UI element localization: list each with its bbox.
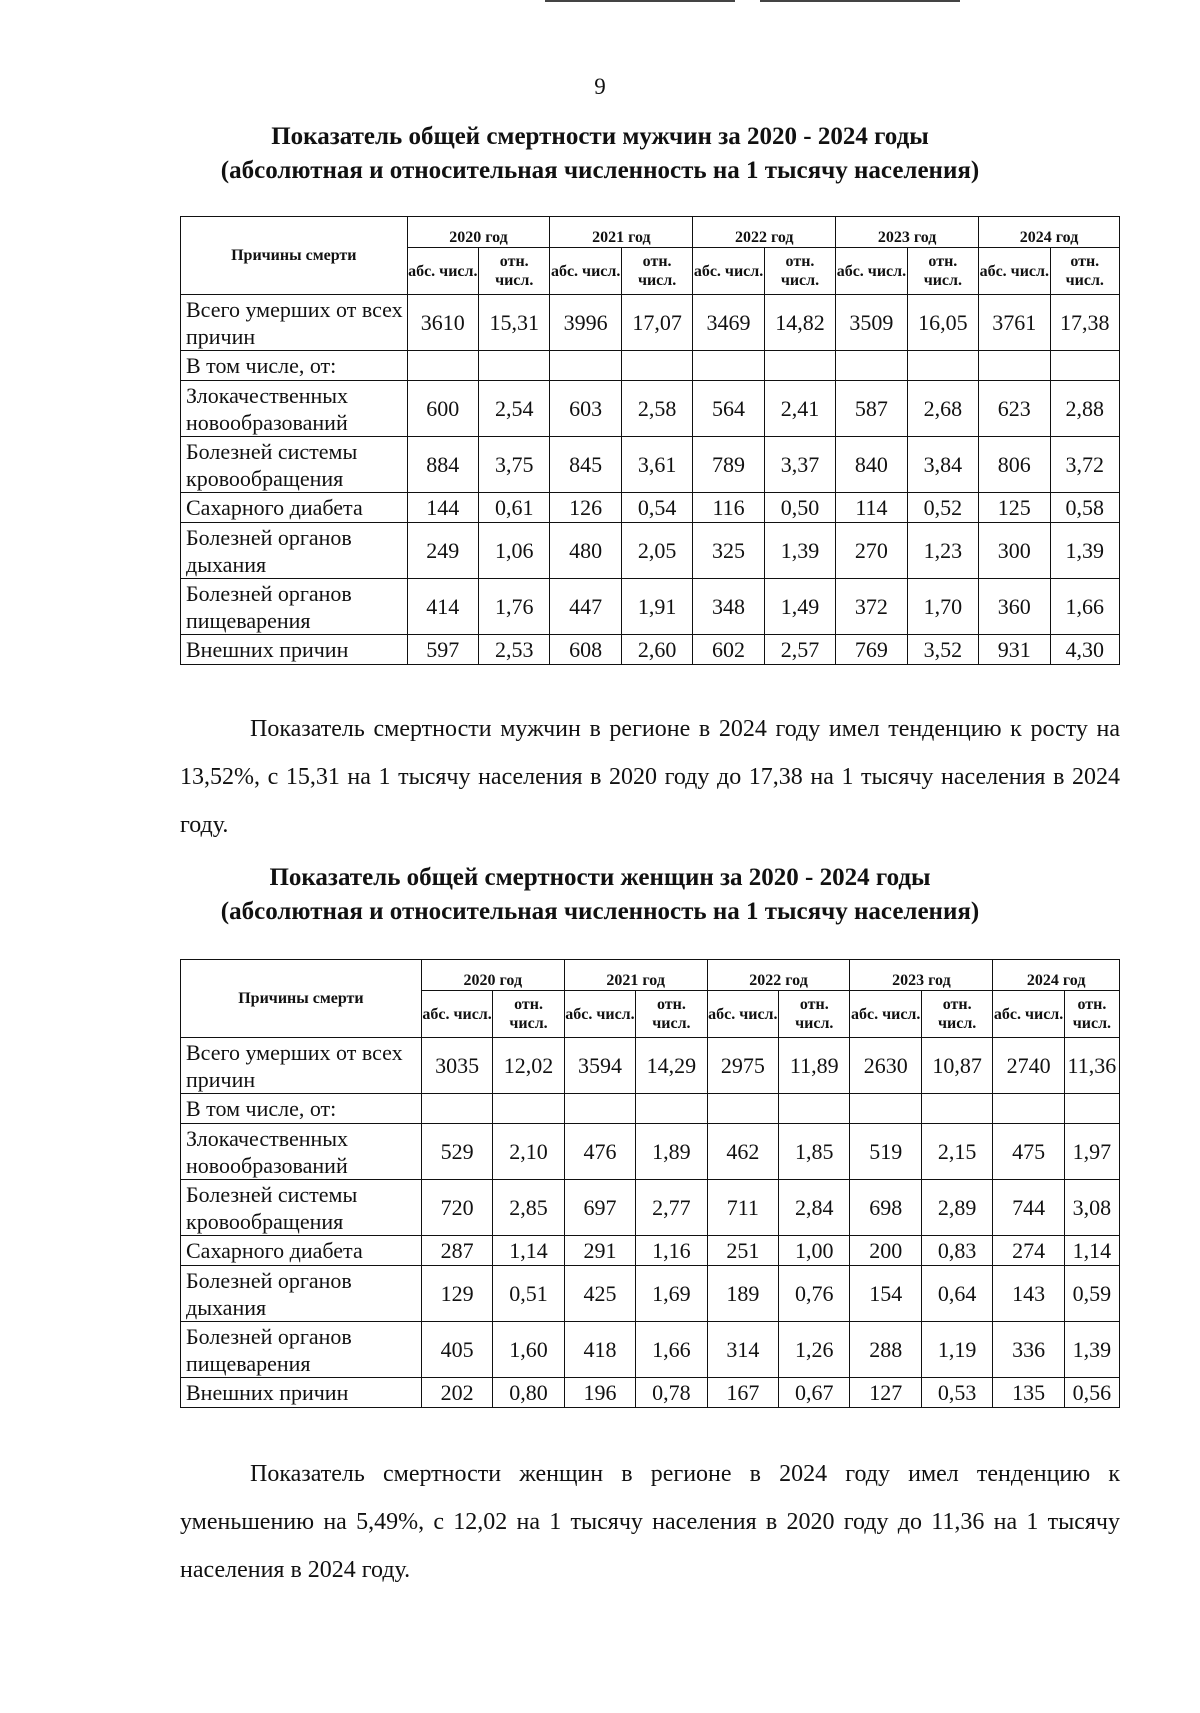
men-table-title [0,120,1200,188]
cause-cell: Болезней органов дыхания [181,1266,422,1322]
rel-value-cell: 1,16 [636,1236,707,1266]
year-header: 2024 год [993,960,1120,991]
rel-value-cell: 0,61 [479,493,550,523]
rel-column-header: отн. числ. [764,248,835,295]
rel-value-cell: 1,14 [1064,1236,1119,1266]
abs-value-cell: 274 [993,1236,1064,1266]
abs-value-cell: 806 [979,437,1050,493]
abs-column-header: абс. числ. [693,248,764,295]
women-summary-text: Показатель смертности женщин в регионе в 2024 году имел тенденцию к уменьшению на 5,49%, с 12,02 на 1 тысячу населения в 2020 году до 11,36 на 1 тысячу населения в 2024 году. [180,1461,1120,1583]
abs-value-cell: 789 [693,437,764,493]
rel-value-cell: 2,57 [764,635,835,665]
scan-top-rule-right [760,0,960,2]
rel-column-header: отн. числ. [1050,248,1119,295]
rel-value-cell [907,351,978,381]
abs-column-header: абс. числ. [993,991,1064,1038]
table-row [181,1094,1120,1124]
year-header: 2021 год [550,217,693,248]
abs-column-header: абс. числ. [979,248,1050,295]
rel-value-cell [764,351,835,381]
year-header: 2023 год [836,217,979,248]
rel-value-cell: 0,54 [621,493,692,523]
cause-cell: Болезней органов пищеварения [181,1322,422,1378]
abs-value-cell: 418 [564,1322,635,1378]
rel-value-cell: 14,82 [764,295,835,351]
men-summary-paragraph [180,705,1120,849]
cause-cell: Внешних причин [181,635,408,665]
abs-value-cell: 884 [407,437,478,493]
table-row [181,381,1120,437]
abs-value-cell: 600 [407,381,478,437]
abs-value-cell: 314 [707,1322,778,1378]
abs-value-cell: 270 [836,523,907,579]
men-title-line1: Показатель общей смертности мужчин за 2020 - 2024 годы [271,123,929,150]
rel-value-cell: 17,07 [621,295,692,351]
rel-value-cell: 14,29 [636,1038,707,1094]
abs-value-cell: 2630 [850,1038,921,1094]
rel-value-cell: 1,23 [907,523,978,579]
rel-value-cell: 0,58 [1050,493,1119,523]
rel-value-cell: 1,85 [779,1124,850,1180]
table-row [181,1124,1120,1180]
cause-cell: Сахарного диабета [181,493,408,523]
abs-value-cell: 372 [836,579,907,635]
abs-value-cell: 3469 [693,295,764,351]
abs-value-cell: 519 [850,1124,921,1180]
year-header: 2020 год [421,960,564,991]
rel-column-header: отн. числ. [636,991,707,1038]
table-row [181,635,1120,665]
abs-value-cell: 336 [993,1322,1064,1378]
rel-value-cell: 3,61 [621,437,692,493]
table-row [181,295,1120,351]
rel-value-cell: 0,52 [907,493,978,523]
abs-value-cell: 447 [550,579,621,635]
abs-value-cell: 143 [993,1266,1064,1322]
abs-column-header: абс. числ. [707,991,778,1038]
women-table-title [0,861,1200,929]
abs-value-cell: 287 [421,1236,492,1266]
cause-cell: Болезней органов пищеварения [181,579,408,635]
abs-value-cell [421,1094,492,1124]
table-row [181,437,1120,493]
abs-value-cell: 249 [407,523,478,579]
rel-value-cell: 2,54 [479,381,550,437]
rel-value-cell: 4,30 [1050,635,1119,665]
page-number: 9 [594,74,606,99]
rel-value-cell: 3,08 [1064,1180,1119,1236]
cause-column-header: Причины смерти [181,960,422,1038]
year-header: 2023 год [850,960,993,991]
table-row [181,351,1120,381]
rel-value-cell: 1,60 [493,1322,564,1378]
cause-cell: Болезней органов дыхания [181,523,408,579]
cause-cell: В том числе, от: [181,1094,422,1124]
cause-cell: Внешних причин [181,1378,422,1408]
abs-value-cell: 360 [979,579,1050,635]
rel-value-cell: 10,87 [921,1038,992,1094]
rel-value-cell: 2,41 [764,381,835,437]
table-row [181,1236,1120,1266]
abs-value-cell [707,1094,778,1124]
abs-value-cell: 125 [979,493,1050,523]
abs-value-cell: 189 [707,1266,778,1322]
abs-column-header: абс. числ. [850,991,921,1038]
rel-value-cell: 1,76 [479,579,550,635]
rel-value-cell: 0,59 [1064,1266,1119,1322]
abs-value-cell: 127 [850,1378,921,1408]
abs-column-header: абс. числ. [407,248,478,295]
abs-column-header: абс. числ. [421,991,492,1038]
abs-value-cell: 603 [550,381,621,437]
rel-column-header: отн. числ. [907,248,978,295]
abs-value-cell: 200 [850,1236,921,1266]
table-row [181,1378,1120,1408]
abs-value-cell: 202 [421,1378,492,1408]
rel-value-cell: 1,70 [907,579,978,635]
rel-column-header: отн. числ. [621,248,692,295]
abs-value-cell: 2975 [707,1038,778,1094]
cause-cell: Злокачественных новообразований [181,381,408,437]
rel-value-cell [1064,1094,1119,1124]
abs-value-cell: 348 [693,579,764,635]
table-row [181,1180,1120,1236]
rel-value-cell: 2,84 [779,1180,850,1236]
rel-value-cell: 1,19 [921,1322,992,1378]
rel-value-cell [1050,351,1119,381]
cause-cell: Болезней системы кровообращения [181,1180,422,1236]
men-mortality-table [180,216,1120,665]
abs-value-cell: 251 [707,1236,778,1266]
rel-value-cell: 3,37 [764,437,835,493]
rel-value-cell: 0,80 [493,1378,564,1408]
abs-value-cell: 711 [707,1180,778,1236]
women-title-line2: (абсолютная и относительная численность на 1 тысячу населения) [220,898,980,925]
rel-value-cell: 1,66 [1050,579,1119,635]
abs-value-cell: 3610 [407,295,478,351]
abs-value-cell: 3594 [564,1038,635,1094]
abs-value-cell: 300 [979,523,1050,579]
abs-value-cell: 288 [850,1322,921,1378]
abs-value-cell: 3761 [979,295,1050,351]
rel-value-cell: 2,77 [636,1180,707,1236]
abs-value-cell: 462 [707,1124,778,1180]
rel-value-cell: 0,83 [921,1236,992,1266]
rel-value-cell: 2,15 [921,1124,992,1180]
rel-value-cell: 1,89 [636,1124,707,1180]
abs-value-cell: 769 [836,635,907,665]
abs-value-cell: 3509 [836,295,907,351]
rel-value-cell: 1,91 [621,579,692,635]
cause-cell: Болезней системы кровообращения [181,437,408,493]
abs-value-cell [693,351,764,381]
men-title-line2: (абсолютная и относительная численность на 1 тысячу населения) [220,157,980,184]
rel-value-cell: 1,39 [1064,1322,1119,1378]
abs-value-cell [564,1094,635,1124]
rel-value-cell: 2,10 [493,1124,564,1180]
cause-cell: Сахарного диабета [181,1236,422,1266]
rel-value-cell: 0,50 [764,493,835,523]
abs-value-cell [407,351,478,381]
abs-value-cell [550,351,621,381]
abs-value-cell: 196 [564,1378,635,1408]
abs-value-cell: 116 [693,493,764,523]
table-row [181,579,1120,635]
rel-value-cell: 1,06 [479,523,550,579]
women-mortality-table [180,959,1120,1408]
rel-value-cell: 3,84 [907,437,978,493]
abs-value-cell: 840 [836,437,907,493]
abs-value-cell: 602 [693,635,764,665]
abs-value-cell: 845 [550,437,621,493]
abs-value-cell: 720 [421,1180,492,1236]
rel-value-cell: 0,56 [1064,1378,1119,1408]
table-row [181,1266,1120,1322]
rel-column-header: отн. числ. [493,991,564,1038]
abs-value-cell: 126 [550,493,621,523]
abs-value-cell: 744 [993,1180,1064,1236]
table-row [181,493,1120,523]
rel-value-cell: 17,38 [1050,295,1119,351]
rel-value-cell: 1,66 [636,1322,707,1378]
abs-value-cell: 144 [407,493,478,523]
year-header: 2022 год [707,960,850,991]
women-title-line1: Показатель общей смертности женщин за 2020 - 2024 годы [269,864,931,891]
abs-value-cell: 425 [564,1266,635,1322]
men-summary-text: Показатель смертности мужчин в регионе в 2024 году имел тенденцию к росту на 13,52%, с 15,31 на 1 тысячу населения в 2020 году до 17,38 на 1 тысячу населения в 2024 году. [180,716,1120,838]
rel-value-cell: 2,58 [621,381,692,437]
abs-value-cell: 3035 [421,1038,492,1094]
year-header: 2024 год [979,217,1120,248]
rel-value-cell: 2,68 [907,381,978,437]
year-header: 2022 год [693,217,836,248]
abs-value-cell: 414 [407,579,478,635]
rel-value-cell: 2,88 [1050,381,1119,437]
rel-value-cell: 1,39 [764,523,835,579]
abs-value-cell: 697 [564,1180,635,1236]
abs-value-cell: 587 [836,381,907,437]
rel-value-cell: 11,36 [1064,1038,1119,1094]
rel-value-cell: 1,49 [764,579,835,635]
women-summary-paragraph [180,1450,1120,1594]
rel-value-cell: 1,69 [636,1266,707,1322]
rel-value-cell: 2,05 [621,523,692,579]
rel-value-cell [921,1094,992,1124]
rel-value-cell: 0,67 [779,1378,850,1408]
rel-column-header: отн. числ. [479,248,550,295]
cause-column-header: Причины смерти [181,217,408,295]
rel-column-header: отн. числ. [921,991,992,1038]
abs-value-cell: 698 [850,1180,921,1236]
abs-value-cell: 480 [550,523,621,579]
abs-value-cell: 931 [979,635,1050,665]
rel-column-header: отн. числ. [779,991,850,1038]
rel-value-cell: 0,64 [921,1266,992,1322]
rel-value-cell: 2,53 [479,635,550,665]
abs-value-cell [850,1094,921,1124]
rel-value-cell: 1,26 [779,1322,850,1378]
cause-cell: В том числе, от: [181,351,408,381]
abs-value-cell [836,351,907,381]
rel-value-cell: 11,89 [779,1038,850,1094]
abs-column-header: абс. числ. [550,248,621,295]
rel-value-cell: 2,85 [493,1180,564,1236]
abs-column-header: абс. числ. [836,248,907,295]
rel-value-cell: 0,78 [636,1378,707,1408]
abs-value-cell: 564 [693,381,764,437]
abs-value-cell: 291 [564,1236,635,1266]
abs-value-cell: 129 [421,1266,492,1322]
rel-value-cell: 2,89 [921,1180,992,1236]
rel-value-cell: 12,02 [493,1038,564,1094]
rel-value-cell: 1,00 [779,1236,850,1266]
abs-value-cell: 114 [836,493,907,523]
rel-value-cell: 0,53 [921,1378,992,1408]
abs-value-cell: 2740 [993,1038,1064,1094]
cause-cell: Всего умерших от всех причин [181,295,408,351]
table-row [181,1322,1120,1378]
scan-top-rule-left [545,0,735,2]
rel-value-cell: 16,05 [907,295,978,351]
rel-column-header: отн. числ. [1064,991,1119,1038]
abs-value-cell: 597 [407,635,478,665]
rel-value-cell: 3,75 [479,437,550,493]
rel-value-cell: 3,72 [1050,437,1119,493]
table-row [181,1038,1120,1094]
abs-value-cell: 475 [993,1124,1064,1180]
abs-value-cell: 608 [550,635,621,665]
abs-value-cell: 529 [421,1124,492,1180]
abs-value-cell [993,1094,1064,1124]
rel-value-cell: 3,52 [907,635,978,665]
rel-value-cell: 0,51 [493,1266,564,1322]
rel-value-cell [479,351,550,381]
abs-value-cell: 135 [993,1378,1064,1408]
abs-value-cell: 623 [979,381,1050,437]
rel-value-cell: 15,31 [479,295,550,351]
abs-value-cell: 325 [693,523,764,579]
abs-value-cell: 3996 [550,295,621,351]
rel-value-cell: 1,39 [1050,523,1119,579]
abs-value-cell: 167 [707,1378,778,1408]
abs-value-cell: 405 [421,1322,492,1378]
rel-value-cell [636,1094,707,1124]
abs-value-cell [979,351,1050,381]
rel-value-cell: 1,97 [1064,1124,1119,1180]
cause-cell: Злокачественных новообразований [181,1124,422,1180]
rel-value-cell [779,1094,850,1124]
rel-value-cell [621,351,692,381]
rel-value-cell: 2,60 [621,635,692,665]
year-header: 2021 год [564,960,707,991]
table-row [181,523,1120,579]
rel-value-cell: 0,76 [779,1266,850,1322]
rel-value-cell [493,1094,564,1124]
rel-value-cell: 1,14 [493,1236,564,1266]
abs-column-header: абс. числ. [564,991,635,1038]
abs-value-cell: 476 [564,1124,635,1180]
cause-cell: Всего умерших от всех причин [181,1038,422,1094]
abs-value-cell: 154 [850,1266,921,1322]
year-header: 2020 год [407,217,550,248]
